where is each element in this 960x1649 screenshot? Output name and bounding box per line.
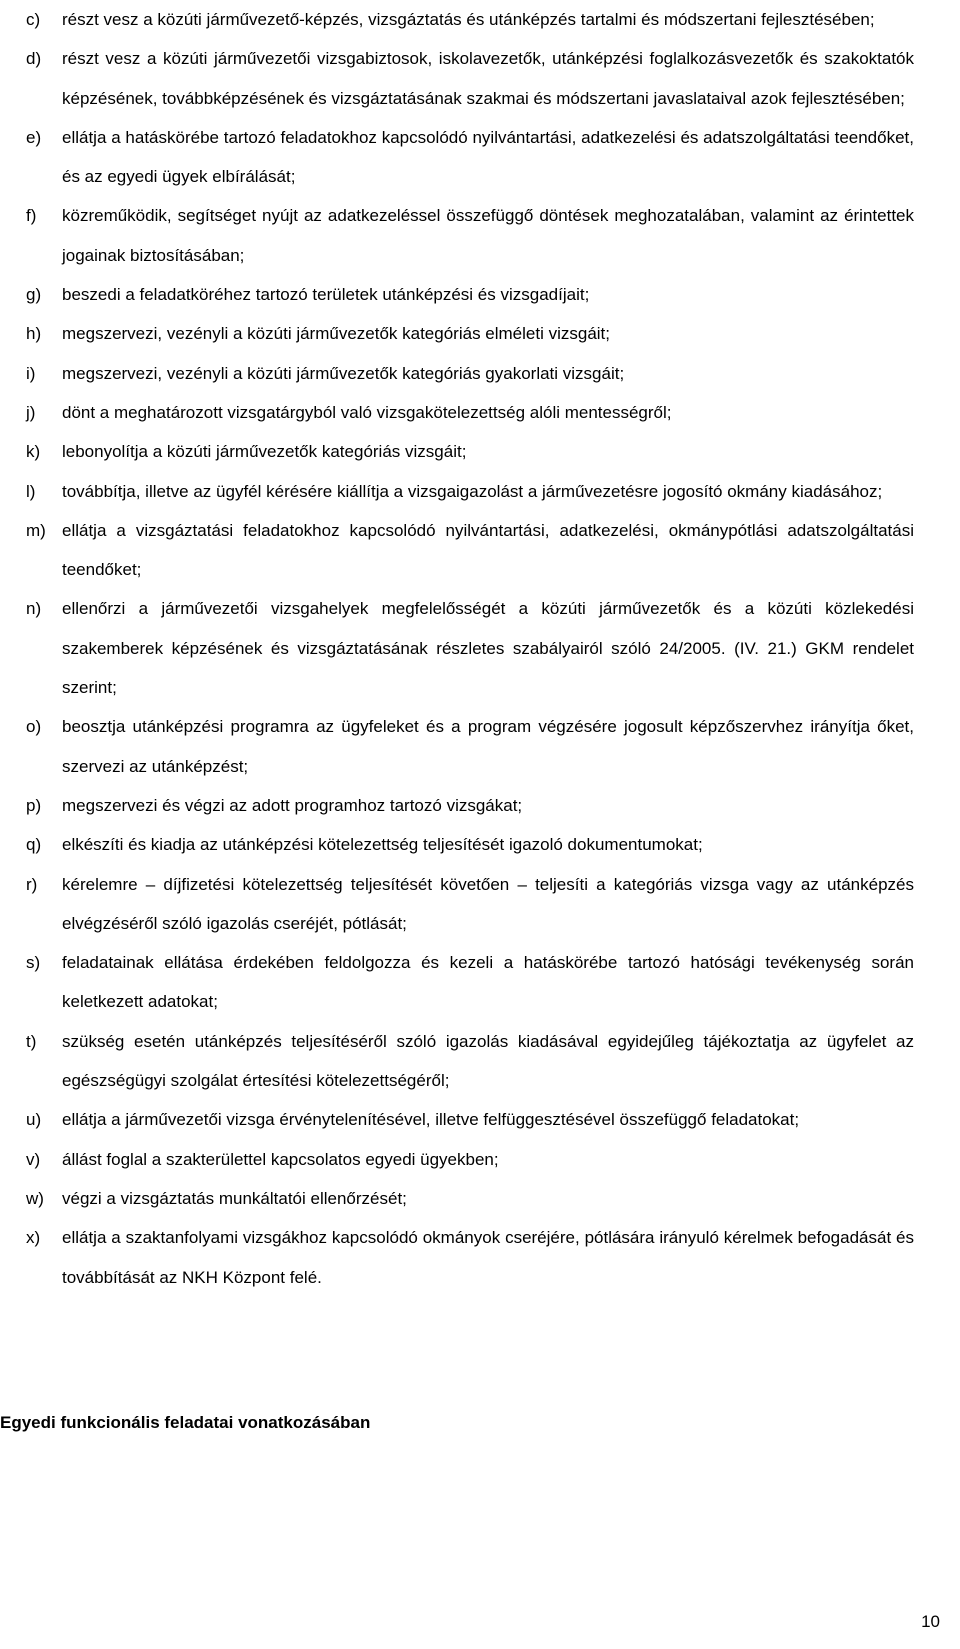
list-item-text: ellátja a vizsgáztatási feladatokhoz kapcsolódó nyilvántartási, adatkezelési, okmánypótlási adatszolgáltatási teendőket; [62,520,914,580]
list-item [26,1218,914,1297]
list-item-marker: v) [26,1149,41,1169]
list-item-text: beosztja utánképzési programra az ügyfeleket és a program végzésére jogosult képzőszervhez irányítja őket, szervezi az utánképzést; [62,717,914,776]
list-item [26,786,914,825]
list-item [26,1100,914,1139]
list-item-marker: h) [26,324,42,344]
list-item-text: elkészíti és kiadja az utánképzési kötelezettség teljesítését igazoló dokumentumokat; [62,835,703,855]
list-item-text: végzi a vizsgáztatás munkáltatói ellenőrzését; [62,1188,407,1208]
list-item-marker: k) [26,442,41,462]
list-item [26,825,914,864]
list-item-marker: m) [26,520,46,540]
list-item-marker: n) [26,599,42,619]
list-item [26,39,914,118]
list-item [26,314,914,353]
list-item [26,118,914,197]
list-item-marker: f) [26,206,37,226]
list-item-text: beszedi a feladatköréhez tartozó területek utánképzési és vizsgadíjait; [62,285,590,305]
list-item-marker: c) [26,10,41,29]
list-item-marker: g) [26,285,42,305]
list-item-text: dönt a meghatározott vizsgatárgyból való vizsgakötelezettség alóli mentességről; [62,402,672,422]
list-item-text: megszervezi, vezényli a közúti járművezetők kategóriás gyakorlati vizsgáit; [62,363,625,383]
list-item-marker: x) [26,1228,41,1248]
task-list [26,0,914,1297]
list-item-text: feladatainak ellátása érdekében feldolgozza és kezeli a hatáskörébe tartozó hatósági tevékenység során keletkezett adatokat; [62,953,914,1012]
list-item [26,511,914,590]
list-item-text: közreműködik, segítséget nyújt az adatkezeléssel összefüggő döntések meghozatalában, valamint az érintettek jogainak biztosításában; [62,206,914,265]
list-item-text: szükség esetén utánképzés teljesítéséről szóló igazolás kiadásával egyidejűleg tájékoztatja az ügyfelet az egészségügyi szolgálat értesítési kötelezettségéről; [62,1031,914,1091]
list-item-text: megszervezi, vezényli a közúti járművezetők kategóriás elméleti vizsgáit; [62,324,611,344]
list-item-text: részt vesz a közúti járművezető-képzés, vizsgáztatás és utánképzés tartalmi és módszertani fejlesztésében; [62,10,875,29]
list-item-text: ellenőrzi a járművezetői vizsgahelyek megfelelősségét a közúti járművezetők és a közúti közlekedési szakemberek képzésének és vizsgáztatásának részletes szabályairól szóló 24/2005. (IV. 21.) GKM rendelet szerint; [62,599,914,698]
list-item [26,354,914,393]
list-item [26,865,914,944]
list-item-marker: o) [26,717,42,737]
list-item-marker: t) [26,1031,37,1051]
list-item [26,589,914,707]
list-item-text: kérelemre – díjfizetési kötelezettség teljesítését követően – teljesíti a kategóriás vizsga vagy az utánképzés elvégzéséről szóló igazolás cseréjét, pótlását; [62,874,914,933]
list-item-text: továbbítja, illetve az ügyfél kérésére kiállítja a vizsgaigazolást a járművezetésre jogosító okmány kiadásához; [62,481,883,501]
list-item-text: ellátja a szaktanfolyami vizsgákhoz kapcsolódó okmányok cseréjére, pótlására irányuló kérelmek befogadását és továbbítását az NKH Központ felé. [62,1228,914,1287]
list-item-marker: w) [26,1188,44,1208]
page-number: 10 [921,1612,940,1631]
list-item-marker: d) [26,49,42,69]
list-item [26,275,914,314]
list-item-marker: q) [26,835,42,855]
list-item [26,1022,914,1101]
list-item [26,196,914,275]
list-item [26,0,914,39]
list-item-marker: j) [26,402,36,422]
list-item-marker: e) [26,127,42,147]
list-item [26,393,914,432]
list-item-text: lebonyolítja a közúti járművezetők kategóriás vizsgáit; [62,442,467,462]
list-item-marker: r) [26,874,38,894]
list-item-text: ellátja a hatáskörébe tartozó feladatokhoz kapcsolódó nyilvántartási, adatkezelési és adatszolgáltatási teendőket, és az egyedi ügyek elbírálását; [62,127,914,187]
list-item [26,707,914,786]
list-item [26,1140,914,1179]
list-item-marker: s) [26,953,41,973]
list-item-marker: l) [26,481,36,501]
list-item [26,432,914,471]
list-item [26,943,914,1022]
list-item-text: ellátja a járművezetői vizsga érvénytelenítésével, illetve felfüggesztésével összefüggő feladatokat; [62,1110,800,1130]
list-item-marker: p) [26,795,42,815]
list-item-text: állást foglal a szakterülettel kapcsolatos egyedi ügyekben; [62,1149,499,1169]
list-item [26,472,914,511]
list-item-text: megszervezi és végzi az adott programhoz tartozó vizsgákat; [62,795,523,815]
section-heading: Egyedi funkcionális feladatai vonatkozásában [0,1413,371,1432]
list-item-marker: u) [26,1110,42,1130]
list-item-text: részt vesz a közúti járművezetői vizsgabiztosok, iskolavezetők, utánképzési foglalkozásvezetők és szakoktatók képzésének, továbbképzésének és vizsgáztatásának szakmai és módszertani javaslataival azok fejlesztésében; [62,49,914,108]
list-item [26,1179,914,1218]
list-item-marker: i) [26,363,36,383]
